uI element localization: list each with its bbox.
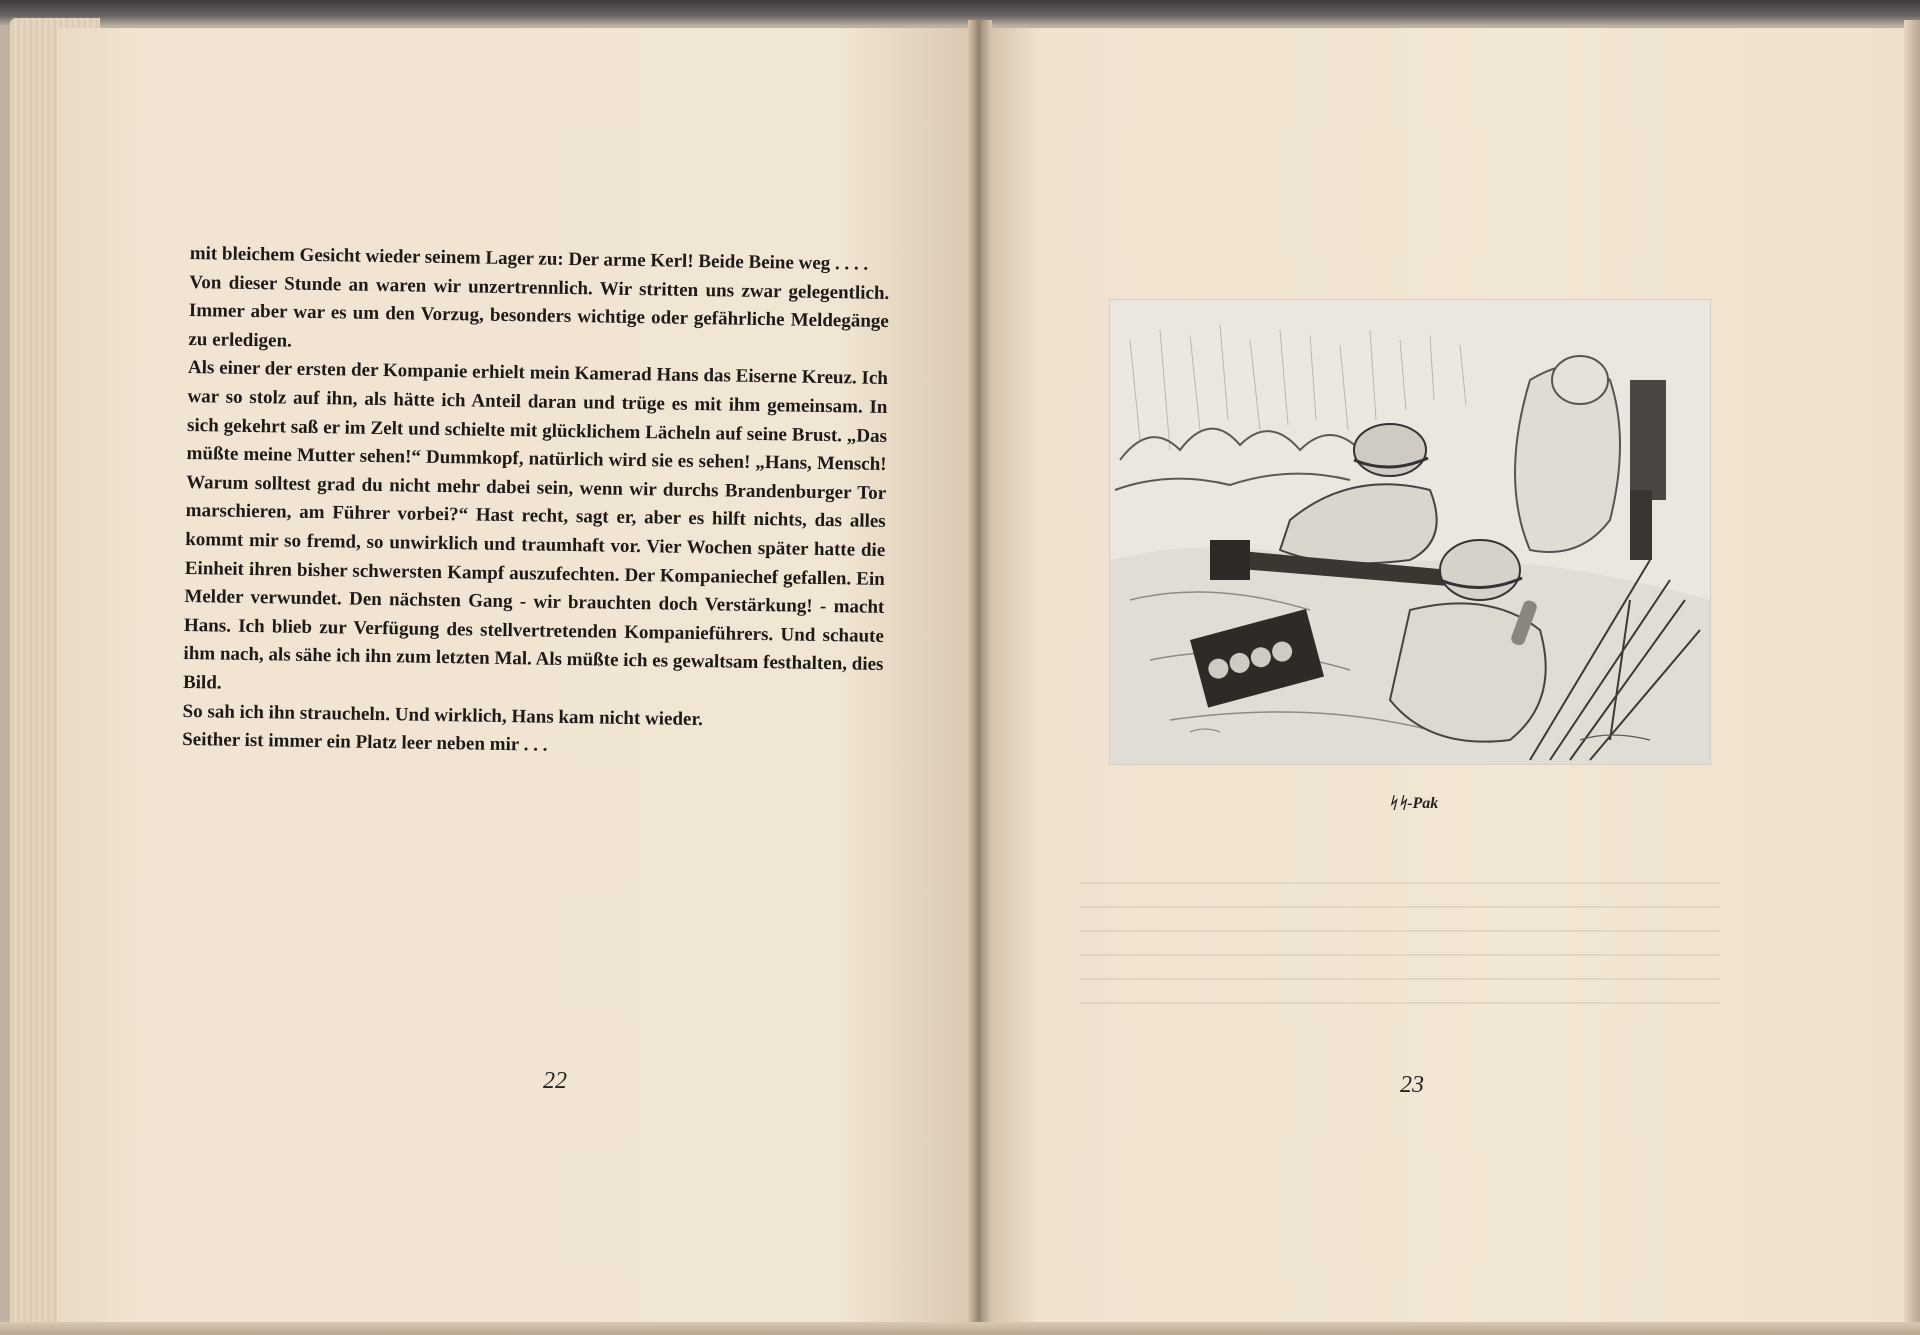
book-top-edge — [0, 0, 1920, 26]
show-through-text — [1080, 860, 1720, 1020]
paragraph: Von dieser Stunde an waren wir unzertrennlich. Wir stritten uns zwar gelegentlich. Immer aber war es um den Vorzug, besonders wichtige oder gefährliche Meldegänge zu erledigen. — [188, 271, 890, 352]
illustration — [1110, 300, 1710, 764]
illustration-caption: ᛋᛋ-Pak — [1388, 795, 1439, 812]
left-page-text — [182, 240, 890, 766]
paragraph: Seither ist immer ein Platz leer neben mir . . . — [181, 729, 548, 756]
page-number-right: 23 — [1400, 1072, 1424, 1098]
paragraph: Als einer der ersten der Kompanie erhielt mein Kamerad Hans das Eiserne Kreuz. Ich war so stolz auf ihn, als hätte ich Anteil daran und trüge es mit ihm gemeinsam. In sich gekehrt saß er im Zelt und schielte mit glücklichem Lächeln auf seine Brust. „Das müßte meine Mutter sehen!“ Dummkopf, natürlich wird sie es sehen! „Hans, Mensch! Warum solltest grad du nicht mehr dabei sein, wenn wir durchs Brandenburger Tor marschieren, am Führer vorbei?“ Hast recht, sagt er, aber es hilft nichts, das alles kommt mir so fremd, so unwirklich und traumhaft vor. Vier Wochen später hatte die Einheit ihren bisher schwersten Kampf auszufechten. Der Kompaniechef gefallen. Ein Melder verwundet. Den nächsten Gang - wir brauchten doch Verstärkung! - macht Hans. Ich blieb zur Verfügung des stellvertretenden Kompanieführers. Und schaute ihm nach, als sähe ich ihn zum letzten Mal. Als müßte ich es gewaltsam festhalten, dies Bild. — [182, 357, 889, 694]
book-right-edge — [1904, 20, 1920, 1335]
paragraph: mit bleichem Gesicht wieder seinem Lager zu: Der arme Kerl! Beide Beine weg . . . . — [189, 242, 869, 275]
illustration-drawing — [1110, 300, 1710, 764]
book-bottom-edge — [0, 1322, 1920, 1335]
page-number-left: 22 — [543, 1068, 567, 1094]
paragraph: So sah ich ihn straucheln. Und wirklich, Hans kam nicht wieder. — [182, 700, 704, 730]
book-gutter — [968, 20, 992, 1335]
